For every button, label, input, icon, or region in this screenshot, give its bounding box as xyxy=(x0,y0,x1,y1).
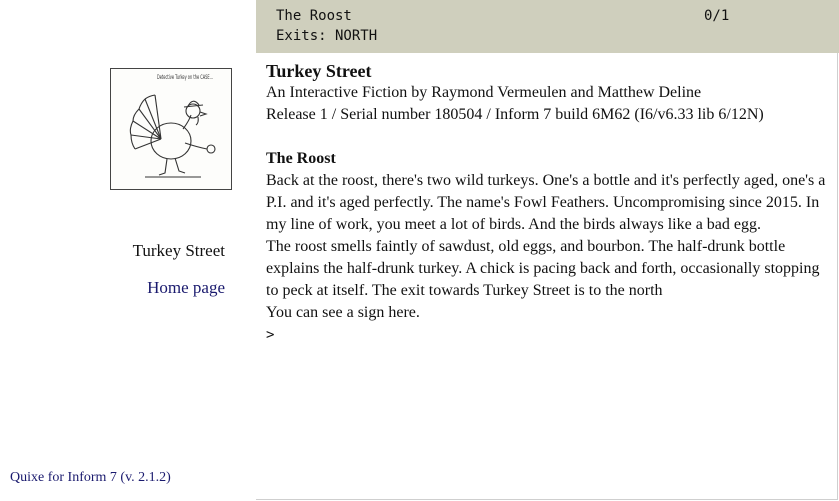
turkey-sketch-icon xyxy=(111,69,231,189)
prompt-symbol: > xyxy=(266,327,275,343)
status-location: The Roost xyxy=(276,8,352,24)
story-byline: An Interactive Fiction by Raymond Vermeulen and Matthew Deline xyxy=(266,84,702,101)
story-headline xyxy=(266,60,832,126)
sidebar xyxy=(0,0,256,501)
homepage-link[interactable]: Home page xyxy=(147,278,225,297)
cover-art-caption: Detective Turkey on the CASE... xyxy=(157,74,214,81)
room-name: The Roost xyxy=(266,150,336,167)
command-prompt xyxy=(266,324,832,346)
room-description xyxy=(266,148,832,324)
story-transcript xyxy=(266,60,832,346)
quixe-credit-link[interactable]: Quixe for Inform 7 (v. 2.1.2) xyxy=(10,470,171,485)
story-title: Turkey Street xyxy=(266,61,372,81)
room-paragraph: Back at the roost, there's two wild turkeys. One's a bottle and it's perfectly aged, one's a P.I. and it's aged perfectly. The name's Fowl Feathers. Uncompromising since 2015. In my line of work, you meet a lot of birds. And the birds always like a bad egg. xyxy=(266,172,826,233)
story-release: Release 1 / Serial number 180504 / Inform 7 build 6M62 (I6/v6.33 lib 6/12N) xyxy=(266,106,764,123)
sidebar-story-title: Turkey Street xyxy=(132,241,225,260)
cover-art xyxy=(110,68,232,190)
status-score: 0/1 xyxy=(704,8,730,24)
room-paragraph: You can see a sign here. xyxy=(266,304,420,321)
status-bar xyxy=(256,0,839,53)
room-paragraph: The roost smells faintly of sawdust, old eggs, and bourbon. The half-drunk bottle explains the half-drunk turkey. A chick is pacing back and forth, occasionally stopping to peck at itself. The exit towards Turkey Street is to the north xyxy=(266,238,820,299)
command-input[interactable] xyxy=(278,327,798,343)
status-exits: Exits: NORTH xyxy=(276,28,378,44)
